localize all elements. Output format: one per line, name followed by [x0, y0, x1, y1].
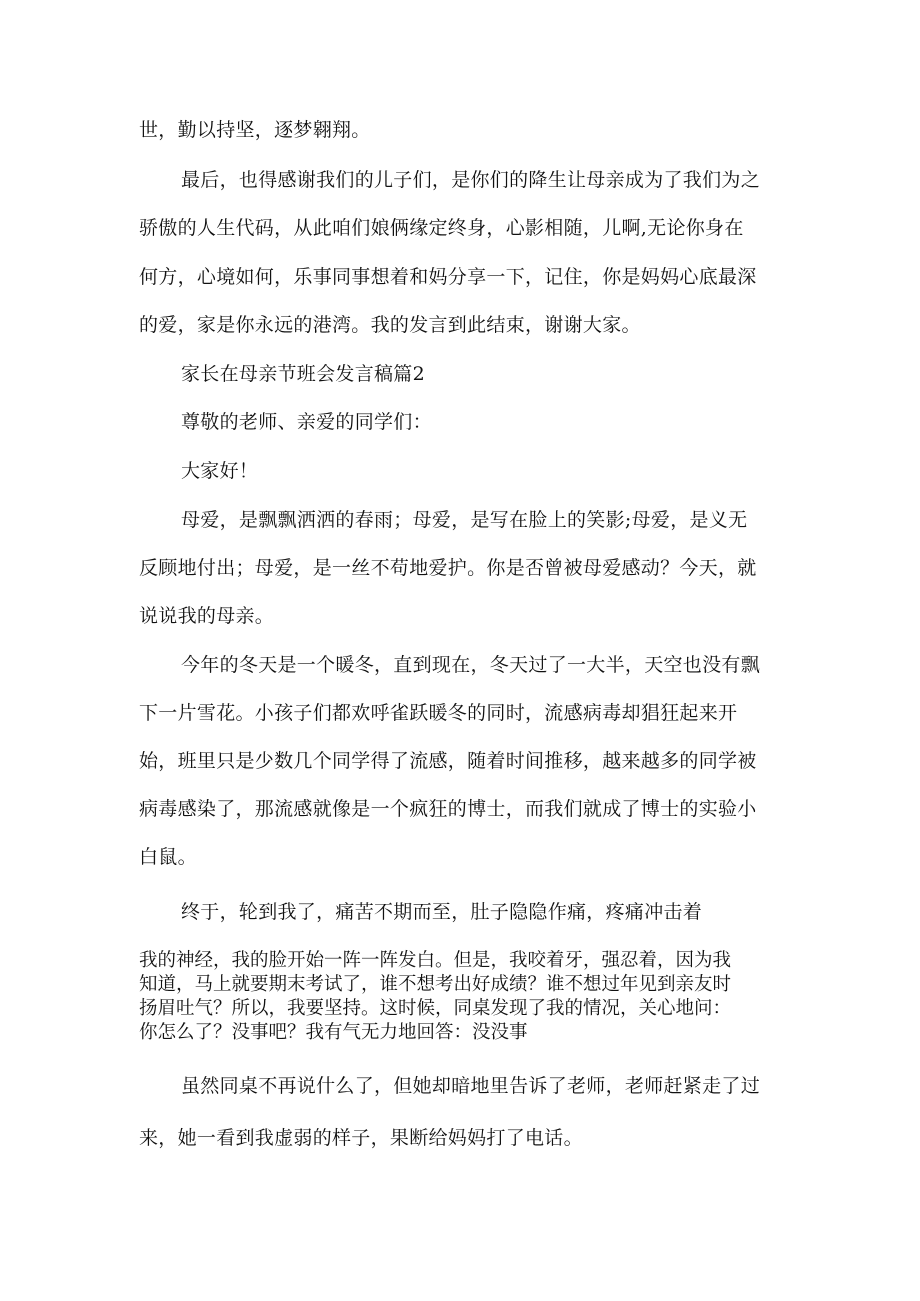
paragraph-6-line-1: 虽然同桌不再说什么了，但她却暗地里告诉了老师，老师赶紧走了过: [181, 1075, 761, 1097]
paragraph-4-line-5: 白鼠。: [139, 846, 197, 868]
paragraph-2-line-4: 的爱，家是你永远的港湾。我的发言到此结束，谢谢大家。: [139, 314, 641, 336]
paragraph-5-dense-block: [139, 949, 789, 1045]
greeting: 大家好！: [181, 460, 259, 482]
paragraph-3-line-2: 反顾地付出；母爱，是一丝不苟地爱护。你是否曾被母爱感动？今天，就: [139, 557, 757, 579]
paragraph-3-line-3: 说说我的母亲。: [139, 605, 275, 627]
paragraph-5-line-4: 扬眉吐气？所以，我要坚持。这时候，同桌发现了我的情况，关心地问：: [139, 998, 732, 1019]
paragraph-1-line-1: 世，勤以持坚，逐梦翱翔。: [139, 119, 371, 141]
paragraph-4-line-2: 下一片雪花。小孩子们都欢呼雀跃暖冬的同时，流感病毒却猖狂起来开: [139, 702, 738, 724]
paragraph-5-line-2: 我的神经，我的脸开始一阵一阵发白。但是，我咬着牙，强忍着，因为我: [139, 950, 732, 971]
paragraph-2-line-2: 骄傲的人生代码，从此咱们娘俩缘定终身，心影相随，儿啊,无论你身在: [139, 217, 744, 239]
section-heading: 家长在母亲节班会发言稿篇2: [181, 363, 425, 385]
paragraph-2-line-1: 最后，也得感谢我们的儿子们，是你们的降生让母亲成为了我们为之: [181, 169, 761, 191]
paragraph-4-line-1: 今年的冬天是一个暖冬，直到现在，冬天过了一大半，天空也没有飘: [181, 654, 761, 676]
paragraph-5-line-5: 你怎么了？没事吧？我有气无力地回答：没没事: [139, 1022, 528, 1043]
paragraph-6-line-2: 来，她一看到我虚弱的样子，果断给妈妈打了电话。: [139, 1127, 583, 1149]
paragraph-5-line-3: 知道，马上就要期末考试了，谁不想考出好成绩？谁不想过年见到亲友时: [139, 974, 732, 995]
salutation: 尊敬的老师、亲爱的同学们：: [181, 411, 432, 433]
paragraph-2-line-3: 何方，心境如何，乐事同事想着和妈分享一下，记住，你是妈妈心底最深: [139, 266, 757, 288]
paragraph-3-line-1: 母爱，是飘飘洒洒的春雨；母爱，是写在脸上的笑影;母爱，是义无: [181, 509, 748, 531]
paragraph-4-line-4: 病毒感染了，那流感就像是一个疯狂的博士，而我们就成了博士的实验小: [139, 798, 757, 820]
paragraph-4-line-3: 始，班里只是少数几个同学得了流感，随着时间推移，越来越多的同学被: [139, 750, 757, 772]
paragraph-5-line-1: 终于，轮到我了，痛苦不期而至，肚子隐隐作痛，疼痛冲击着: [181, 901, 703, 923]
